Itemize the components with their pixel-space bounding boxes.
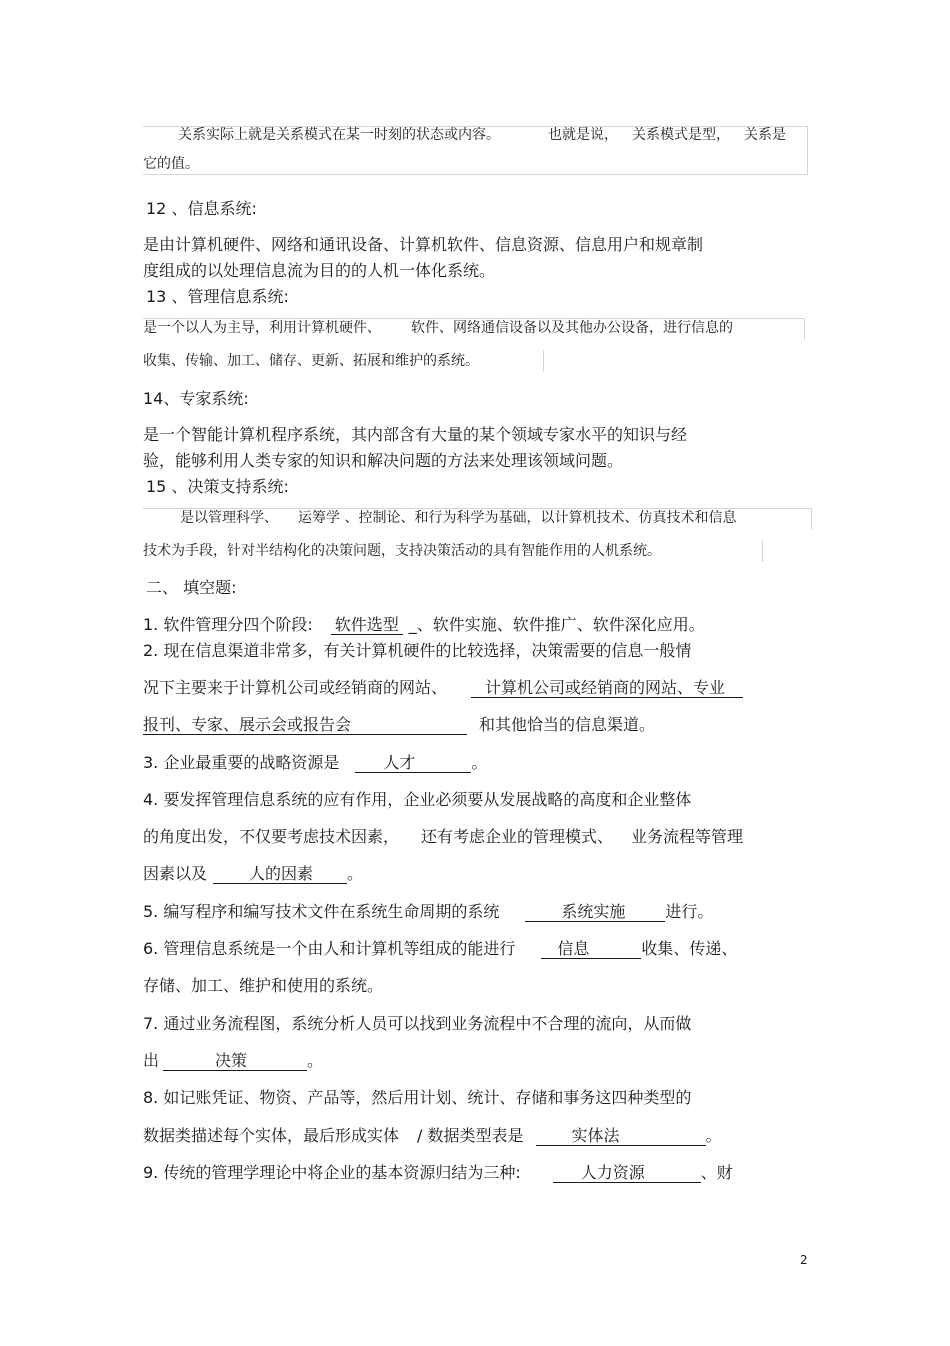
heading-14: 14、专家系统: xyxy=(143,389,249,408)
question-5 xyxy=(143,899,713,922)
box-edge xyxy=(804,318,805,340)
text: _、软件实施、软件推广、软件深化应用。 xyxy=(408,615,705,634)
box-edge xyxy=(543,350,544,372)
text: 。 xyxy=(471,753,488,772)
question-6-line-2: 存储、加工、维护和使用的系统。 xyxy=(143,976,384,995)
text: 1. 软件管理分四个阶段: xyxy=(143,615,313,634)
text: 运筹学 、控制论、和行为科学为基础，以计算机技术、仿真技术和信息 xyxy=(298,510,737,526)
answer-blank: 报刊、专家、展示会或报告会 xyxy=(143,716,467,735)
text: 软件、网络通信设备以及其他办公设备，进行信息的 xyxy=(411,320,733,336)
answer-blank: 人的因素 xyxy=(213,865,347,884)
text: 也就是说， xyxy=(548,127,618,143)
answer-blank: 计算机公司或经销商的网站、专业 xyxy=(471,679,743,698)
answer-blank: 系统实施 xyxy=(525,903,665,922)
text: 业务流程等管理 xyxy=(631,827,744,846)
question-4-line-1: 4. 要发挥管理信息系统的应有作用，企业必须要从发展战略的高度和企业整体 xyxy=(143,790,692,809)
text: 况下主要来于计算机公司或经销商的网站、 xyxy=(143,678,448,697)
text: 数据类描述每个实体，最后形成实体 xyxy=(143,1126,400,1145)
para-13-line-2: 收集、传输、加工、储存、更新、拓展和维护的系统。 xyxy=(143,353,479,369)
text: 关系模式是型， xyxy=(632,127,730,143)
box-edge xyxy=(143,174,808,175)
text: 收集、传递、 xyxy=(641,939,738,958)
para-12-line-1: 是由计算机硬件、网络和通讯设备、计算机软件、信息资源、信息用户和规章制 xyxy=(143,235,704,254)
text: 。 xyxy=(347,864,364,883)
text: 。 xyxy=(307,1051,324,1070)
answer-blank: 决策 xyxy=(163,1052,307,1071)
relation-line-1 xyxy=(178,124,786,144)
para-15-line-2: 技术为手段，针对半结构化的决策问题，支持决策活动的具有智能作用的人机系统。 xyxy=(143,543,661,559)
question-8-line-1: 8. 如记账凭证、物资、产品等，然后用计划、统计、存储和事务这四种类型的 xyxy=(143,1088,692,1107)
para-14-line-1: 是一个智能计算机程序系统，其内部含有大量的某个领域专家水平的知识与经 xyxy=(143,425,688,444)
heading-15: 15 、决策支持系统: xyxy=(146,477,289,496)
page-number: 2 xyxy=(800,1253,808,1267)
text: 和其他恰当的信息渠道。 xyxy=(479,715,656,734)
text: 、财 xyxy=(700,1163,733,1182)
question-2-line-1: 2. 现在信息渠道非常多，有关计算机硬件的比较选择，决策需要的信息一般情 xyxy=(143,641,692,660)
text: 出 xyxy=(143,1051,160,1070)
text: 是一个以人为主导，利用计算机硬件、 xyxy=(143,320,381,336)
text: 的角度出发，不仅要考虑技术因素， xyxy=(143,827,400,846)
box-edge xyxy=(762,540,763,562)
question-9 xyxy=(143,1160,733,1183)
para-13-line-1 xyxy=(143,317,733,337)
question-7-line-1: 7. 通过业务流程图，系统分析人员可以找到业务流程中不合理的流向，从而做 xyxy=(143,1014,692,1033)
text: 关系是 xyxy=(744,127,786,143)
question-4-line-2 xyxy=(143,824,743,847)
question-3 xyxy=(143,750,487,773)
text: 进行。 xyxy=(665,902,714,921)
relation-line-2: 它的值。 xyxy=(143,156,199,172)
text: 9. 传统的管理学理论中将企业的基本资源归结为三种: xyxy=(143,1163,521,1182)
text: / 数据类型表是 xyxy=(417,1126,524,1145)
question-1 xyxy=(143,612,705,635)
heading-12: 12 、信息系统: xyxy=(146,199,257,218)
text: 5. 编写程序和编写技术文件在系统生命周期的系统 xyxy=(143,902,500,921)
answer-blank: 人力资源 xyxy=(553,1164,701,1183)
text: 还有考虑企业的管理模式、 xyxy=(421,827,614,846)
answer-blank: 信息 xyxy=(541,940,641,959)
text: 。 xyxy=(705,1126,722,1145)
question-6-line-1 xyxy=(143,936,737,959)
answer-blank: 人才 xyxy=(355,754,471,773)
text: 是以管理科学、 xyxy=(180,510,278,526)
text: 因素以及 xyxy=(143,864,208,883)
para-12-line-2: 度组成的以处理信息流为目的的人机一体化系统。 xyxy=(143,261,496,280)
question-7-line-2 xyxy=(143,1048,323,1071)
answer-blank: 软件选型 xyxy=(331,616,403,635)
question-4-line-3 xyxy=(143,861,363,884)
answer-blank: 实体法 xyxy=(536,1127,706,1146)
section-fill-in-title: 二、 填空题: xyxy=(146,578,237,597)
question-8-line-2 xyxy=(143,1123,722,1146)
box-edge xyxy=(811,508,812,530)
text: 6. 管理信息系统是一个由人和计算机等组成的能进行 xyxy=(143,939,516,958)
heading-13: 13 、管理信息系统: xyxy=(146,287,289,306)
text: 3. 企业最重要的战略资源是 xyxy=(143,753,340,772)
question-2-line-2 xyxy=(143,675,743,698)
text: 关系实际上就是关系模式在某一时刻的状态或内容。 xyxy=(178,127,500,143)
para-14-line-2: 验，能够利用人类专家的知识和解决问题的方法来处理该领域问题。 xyxy=(143,451,624,470)
question-2-line-3 xyxy=(143,712,655,735)
box-edge xyxy=(807,126,808,175)
para-15-line-1 xyxy=(180,507,736,527)
